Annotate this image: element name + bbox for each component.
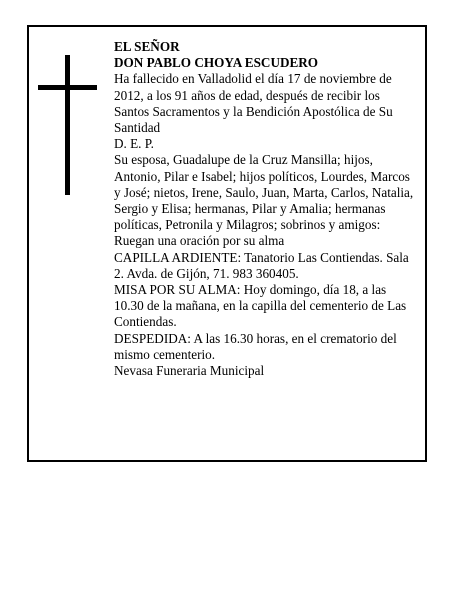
funeral-home: Nevasa Funeraria Municipal bbox=[114, 363, 265, 379]
prayer-request: Ruegan una oración por su alma bbox=[114, 233, 285, 249]
cross-horizontal-bar bbox=[38, 85, 97, 90]
mass-info: MISA POR SU ALMA: Hoy domingo, día 18, a las 10.30 de la mañana, en la capilla del cementerio de Las Contiendas. bbox=[114, 282, 407, 330]
obituary-text bbox=[114, 39, 414, 379]
chapel-info: CAPILLA ARDIENTE: Tanatorio Las Contiendas. Sala 2. Avda. de Gijón, 71. 983 360405. bbox=[114, 249, 409, 281]
honorific: EL SEÑOR bbox=[114, 39, 180, 54]
farewell-info: DESPEDIDA: A las 16.30 horas, en el crematorio del mismo cementerio. bbox=[114, 330, 397, 362]
deceased-name: DON PABLO CHOYA ESCUDERO bbox=[114, 55, 319, 71]
announcement-text: Ha fallecido en Valladolid el día 17 de noviembre de 2012, a los 91 años de edad, después de recibir los Santos Sacramentos y la Bendición Apostólica de Su Santidad bbox=[114, 71, 393, 136]
cross-vertical-bar bbox=[65, 55, 70, 195]
family-text: Su esposa, Guadalupe de la Cruz Mansilla; hijos, Antonio, Pilar e Isabel; hijos políticos, Lourdes, Marcos y José; nietos, Irene, Saulo, Juan, Marta, Carlos, Natalia, Sergio y Elisa; hermanas, Pilar y Amalia; hermanas políticas, Petronila y Milagros; sobrinos y amigos: bbox=[114, 152, 414, 233]
dep-text: D. E. P. bbox=[114, 136, 154, 152]
